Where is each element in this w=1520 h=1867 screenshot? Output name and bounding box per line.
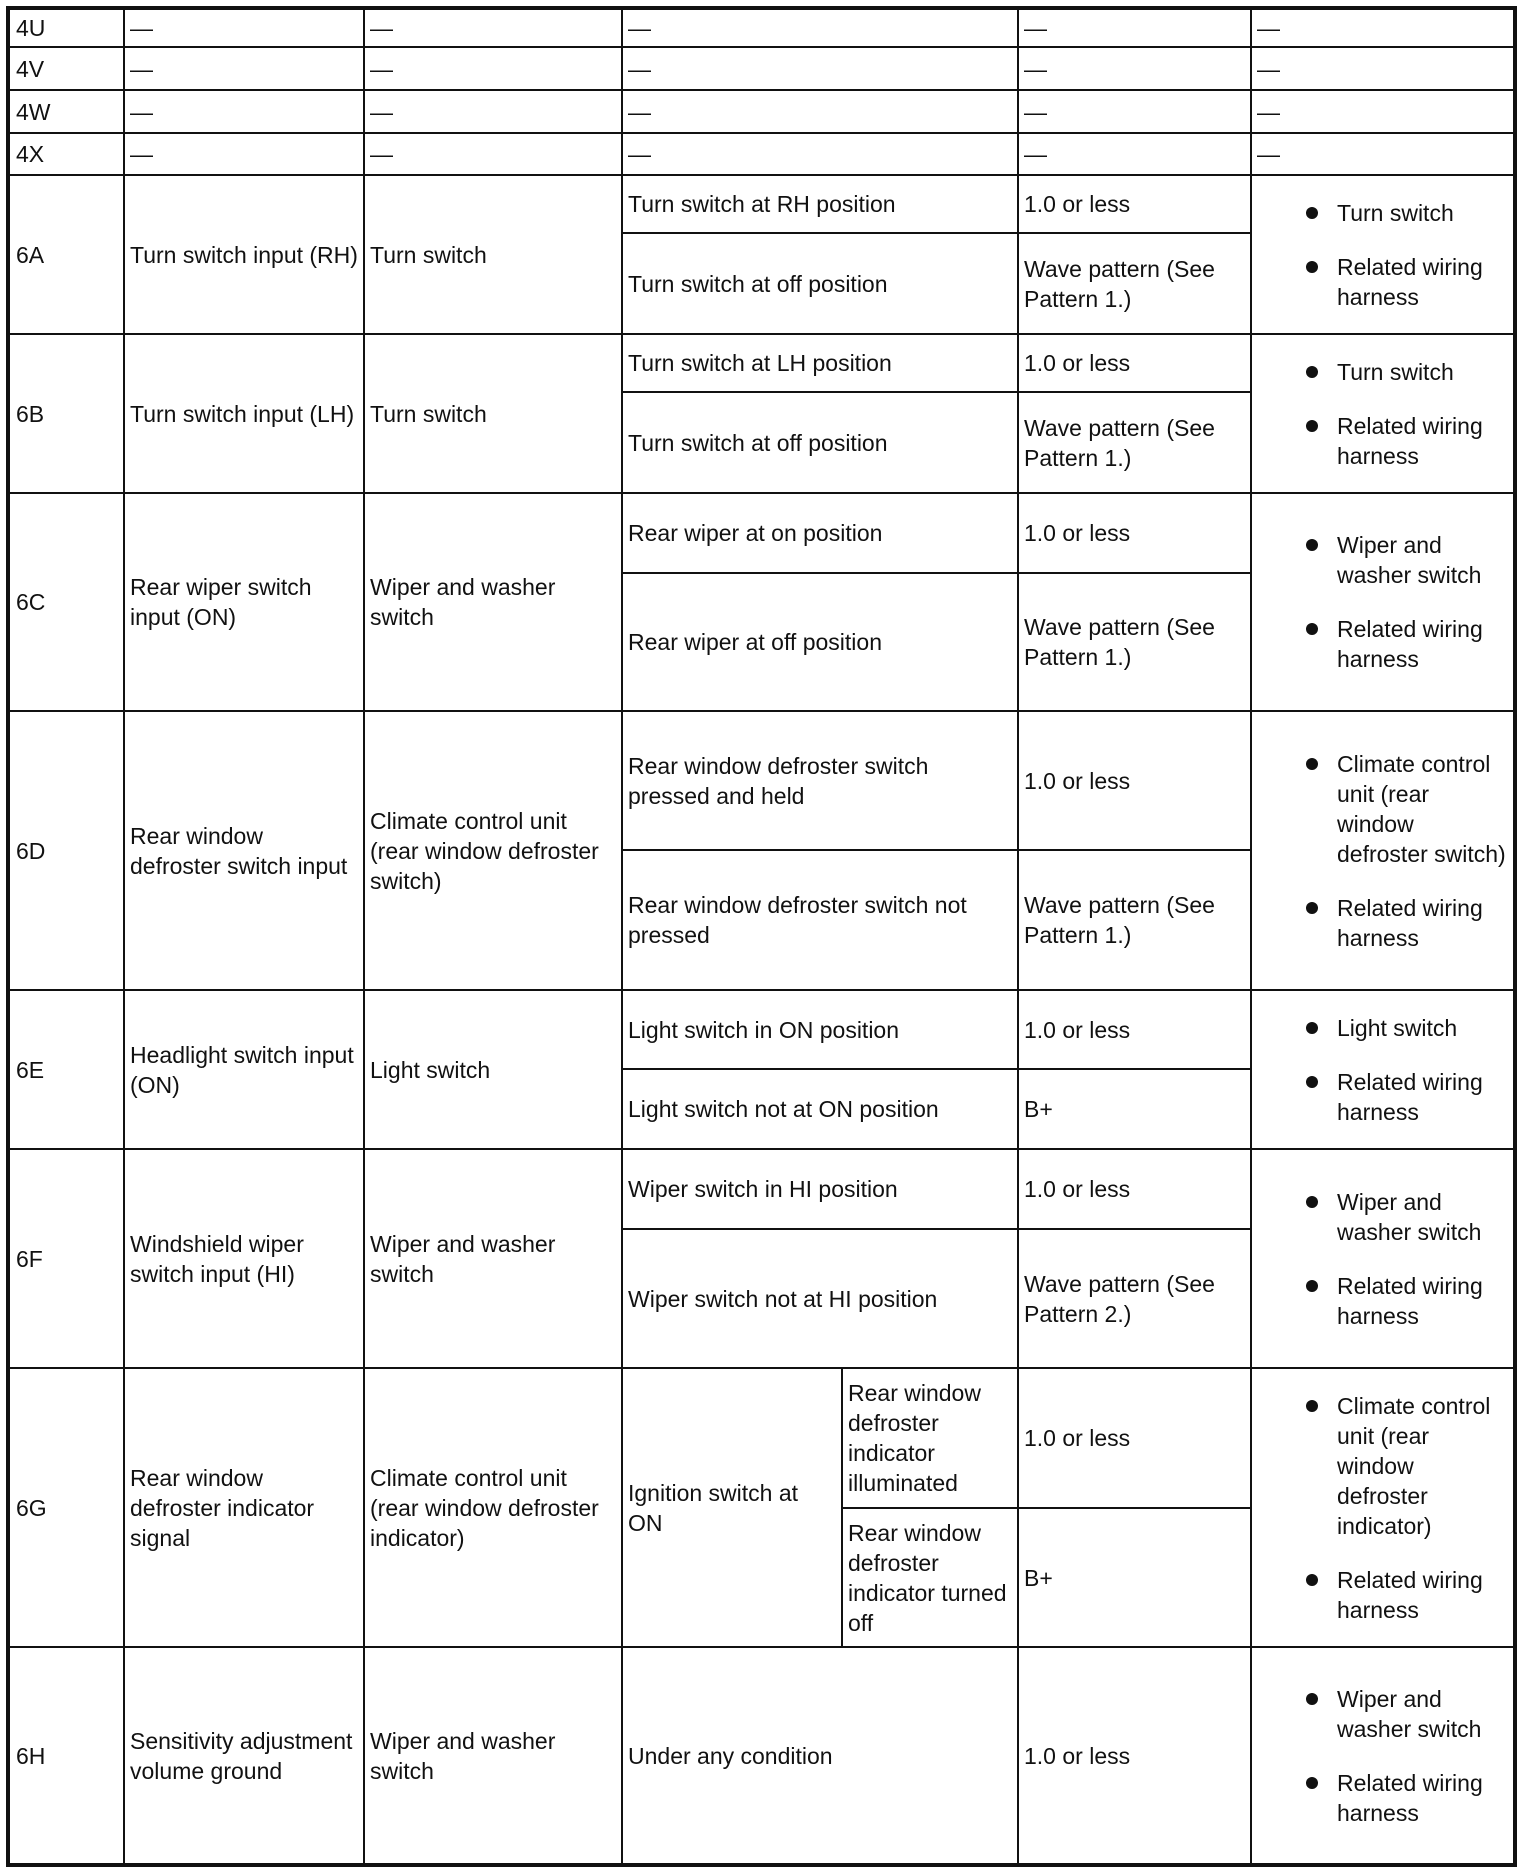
signal-source: —: [364, 90, 622, 133]
measurement-condition: Turn switch at off position: [622, 233, 1018, 334]
reference-value: Wave pattern (See Pattern 1.): [1018, 573, 1251, 711]
check-items: [1251, 711, 1515, 990]
reference-value: B+: [1018, 1508, 1251, 1647]
measurement-condition: Light switch in ON position: [622, 990, 1018, 1069]
reference-value: Wave pattern (See Pattern 1.): [1018, 850, 1251, 990]
reference-value: 1.0 or less: [1018, 334, 1251, 392]
table-row: [8, 47, 1515, 90]
list-item: Related wiring harness: [1257, 252, 1509, 312]
check-items: [1251, 1368, 1515, 1647]
table-row: [8, 8, 1515, 47]
terminal-code: 6D: [8, 711, 124, 990]
list-item: Related wiring harness: [1257, 1067, 1509, 1127]
check-items: [1251, 334, 1515, 493]
measurement-condition: Turn switch at LH position: [622, 334, 1018, 392]
signal-source: Climate control unit (rear window defroster switch): [364, 711, 622, 990]
table-row: [8, 1368, 1515, 1508]
measurement-condition: —: [622, 47, 1018, 90]
check-list: [1257, 1391, 1509, 1625]
reference-value: —: [1018, 90, 1251, 133]
reference-value: Wave pattern (See Pattern 1.): [1018, 233, 1251, 334]
terminal-reference-table: [6, 6, 1517, 1867]
list-item: Climate control unit (rear window defroster indicator): [1257, 1391, 1509, 1541]
reference-value: 1.0 or less: [1018, 175, 1251, 233]
measurement-condition: Wiper switch in HI position: [622, 1149, 1018, 1229]
terminal-code: 6C: [8, 493, 124, 711]
signal-source: Climate control unit (rear window defroster indicator): [364, 1368, 622, 1647]
check-items: —: [1251, 8, 1515, 47]
check-list: [1257, 749, 1509, 953]
reference-value: 1.0 or less: [1018, 1149, 1251, 1229]
signal-name: Rear wiper switch input (ON): [124, 493, 364, 711]
table-row: [8, 334, 1515, 392]
table-row: [8, 90, 1515, 133]
terminal-code: 4W: [8, 90, 124, 133]
signal-source: Turn switch: [364, 175, 622, 334]
terminal-reference-page: [6, 6, 1517, 1867]
measurement-condition: Ignition switch at ON: [622, 1368, 842, 1647]
terminal-code: 4U: [8, 8, 124, 47]
terminal-code: 6G: [8, 1368, 124, 1647]
check-list: [1257, 1187, 1509, 1331]
table-row: [8, 175, 1515, 233]
reference-value: —: [1018, 8, 1251, 47]
list-item: Related wiring harness: [1257, 1565, 1509, 1625]
terminal-code: 6H: [8, 1647, 124, 1865]
list-item: Related wiring harness: [1257, 1271, 1509, 1331]
reference-value: 1.0 or less: [1018, 990, 1251, 1069]
terminal-code: 4V: [8, 47, 124, 90]
signal-source: —: [364, 8, 622, 47]
table-row: [8, 133, 1515, 175]
signal-name: Headlight switch input (ON): [124, 990, 364, 1149]
check-items: —: [1251, 47, 1515, 90]
signal-source: Wiper and washer switch: [364, 1149, 622, 1368]
measurement-condition: Turn switch at off position: [622, 392, 1018, 493]
signal-name: —: [124, 47, 364, 90]
check-items: —: [1251, 133, 1515, 175]
list-item: Related wiring harness: [1257, 1768, 1509, 1828]
table-row: [8, 990, 1515, 1069]
signal-name: —: [124, 133, 364, 175]
terminal-code: 6B: [8, 334, 124, 493]
signal-name: Sensitivity adjustment volume ground: [124, 1647, 364, 1865]
signal-name: Rear window defroster indicator signal: [124, 1368, 364, 1647]
table-row: [8, 711, 1515, 850]
terminal-code: 4X: [8, 133, 124, 175]
terminal-code: 6A: [8, 175, 124, 334]
signal-source: —: [364, 47, 622, 90]
measurement-condition: Rear wiper at on position: [622, 493, 1018, 573]
reference-value: 1.0 or less: [1018, 711, 1251, 850]
reference-value: —: [1018, 47, 1251, 90]
reference-value: 1.0 or less: [1018, 1368, 1251, 1508]
table-row: [8, 493, 1515, 573]
reference-value: B+: [1018, 1069, 1251, 1149]
list-item: Related wiring harness: [1257, 411, 1509, 471]
check-list: [1257, 357, 1509, 471]
terminal-code: 6E: [8, 990, 124, 1149]
check-list: [1257, 1013, 1509, 1127]
table-row: [8, 1149, 1515, 1229]
signal-name: —: [124, 8, 364, 47]
check-items: [1251, 1647, 1515, 1865]
signal-name: Windshield wiper switch input (HI): [124, 1149, 364, 1368]
check-list: [1257, 1684, 1509, 1828]
signal-source: —: [364, 133, 622, 175]
measurement-condition: —: [622, 133, 1018, 175]
list-item: Turn switch: [1257, 357, 1509, 387]
check-items: [1251, 175, 1515, 334]
signal-name: Turn switch input (LH): [124, 334, 364, 493]
list-item: Related wiring harness: [1257, 614, 1509, 674]
measurement-condition: Turn switch at RH position: [622, 175, 1018, 233]
check-items: [1251, 990, 1515, 1149]
list-item: Climate control unit (rear window defroster switch): [1257, 749, 1509, 869]
reference-value: Wave pattern (See Pattern 2.): [1018, 1229, 1251, 1368]
measurement-condition: Wiper switch not at HI position: [622, 1229, 1018, 1368]
terminal-code: 6F: [8, 1149, 124, 1368]
measurement-condition: Rear window defroster switch pressed and held: [622, 711, 1018, 850]
list-item: Related wiring harness: [1257, 893, 1509, 953]
reference-value: 1.0 or less: [1018, 1647, 1251, 1865]
list-item: Turn switch: [1257, 198, 1509, 228]
signal-name: Turn switch input (RH): [124, 175, 364, 334]
list-item: Wiper and washer switch: [1257, 1684, 1509, 1744]
measurement-condition: —: [622, 90, 1018, 133]
signal-name: —: [124, 90, 364, 133]
measurement-condition: Rear window defroster switch not pressed: [622, 850, 1018, 990]
signal-source: Light switch: [364, 990, 622, 1149]
signal-source: Wiper and washer switch: [364, 493, 622, 711]
measurement-condition: Rear wiper at off position: [622, 573, 1018, 711]
signal-source: Wiper and washer switch: [364, 1647, 622, 1865]
sub-condition: Rear window defroster indicator turned off: [842, 1508, 1018, 1647]
list-item: Light switch: [1257, 1013, 1509, 1043]
measurement-condition: Light switch not at ON position: [622, 1069, 1018, 1149]
check-items: [1251, 1149, 1515, 1368]
check-items: [1251, 493, 1515, 711]
sub-condition: Rear window defroster indicator illuminated: [842, 1368, 1018, 1508]
check-items: —: [1251, 90, 1515, 133]
reference-value: —: [1018, 133, 1251, 175]
reference-value: 1.0 or less: [1018, 493, 1251, 573]
list-item: Wiper and washer switch: [1257, 1187, 1509, 1247]
measurement-condition: Under any condition: [622, 1647, 1018, 1865]
measurement-condition: —: [622, 8, 1018, 47]
list-item: Wiper and washer switch: [1257, 530, 1509, 590]
check-list: [1257, 198, 1509, 312]
reference-value: Wave pattern (See Pattern 1.): [1018, 392, 1251, 493]
signal-source: Turn switch: [364, 334, 622, 493]
table-row: [8, 1647, 1515, 1865]
check-list: [1257, 530, 1509, 674]
signal-name: Rear window defroster switch input: [124, 711, 364, 990]
